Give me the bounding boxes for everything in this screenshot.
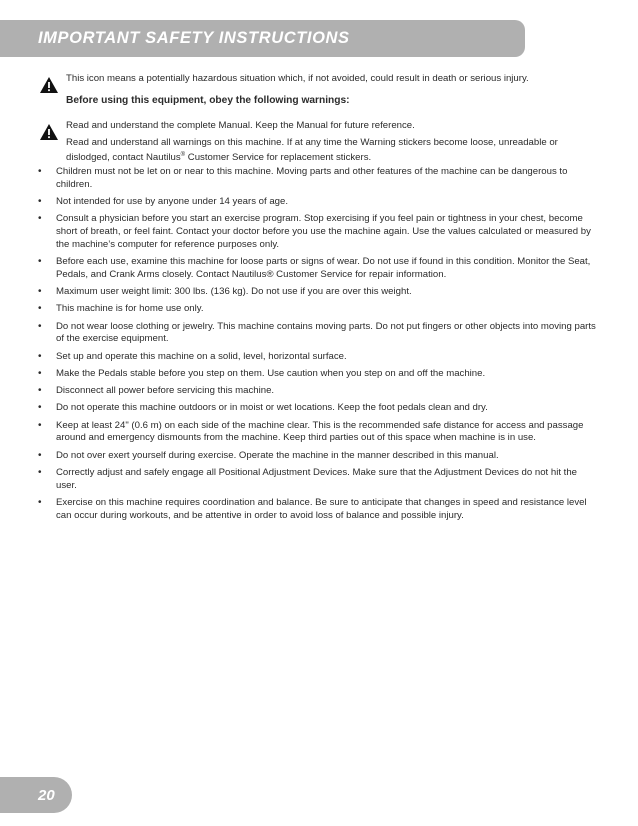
list-item	[38, 420, 600, 445]
list-item	[38, 497, 600, 522]
bullet-icon: •	[38, 449, 42, 461]
list-item-text: Before each use, examine this machine for loose parts or signs of wear. Do not use if found in this condition. Monitor the Seat, Pedals, and Crank Arms closely. Contact Nautilus® Customer Service for repair information.	[56, 256, 591, 280]
list-item-text: This machine is for home use only.	[56, 303, 204, 315]
list-item-text: Children must not be let on or near to this machine. Moving parts and other features of the machine can be dangerous to children.	[56, 166, 568, 190]
section-title: IMPORTANT SAFETY INSTRUCTIONS	[38, 29, 350, 47]
warning-triangle-icon	[40, 77, 58, 93]
bullet-icon: •	[38, 419, 42, 431]
stickers-warning-text	[66, 136, 600, 164]
list-item-text: Not intended for use by anyone under 14 years of age.	[56, 196, 289, 207]
bullet-icon: •	[38, 286, 42, 297]
page-number-tab	[0, 777, 72, 813]
bullet-icon: •	[38, 402, 42, 414]
bullet-icon: •	[38, 385, 42, 397]
warning-manual-block	[40, 119, 600, 164]
list-item-text: Do not operate this machine outdoors or in moist or wet locations. Keep the foot pedals clean and dry.	[56, 402, 488, 414]
list-item	[38, 467, 600, 492]
list-item-text: Do not wear loose clothing or jewelry. This machine contains moving parts. Do not put fingers or other objects into moving parts of the exercise equipment.	[56, 320, 596, 345]
registered-mark: ®	[180, 151, 186, 158]
stickers-text-end: Customer Service for replacement stickers.	[185, 151, 372, 163]
list-item	[38, 450, 600, 463]
list-item-text: Set up and operate this machine on a solid, level, horizontal surface.	[56, 350, 347, 362]
safety-bullet-list	[38, 166, 600, 527]
warning-triangle-icon	[40, 124, 58, 140]
stickers-text-start: Read and understand all warnings on this machine. If at any time the Warning stickers become loose, unreadable or dislodged, contact Nautilus	[66, 136, 558, 163]
bullet-icon: •	[38, 213, 42, 225]
list-item-text: Maximum user weight limit: 300 lbs. (136 kg). Do not use if you are over this weight.	[56, 286, 412, 297]
section-header-bar	[0, 20, 525, 57]
manual-warning-text: Read and understand the complete Manual. Keep the Manual for future reference.	[66, 120, 415, 131]
list-item-text: Exercise on this machine requires coordination and balance. Be sure to anticipate that changes in speed and resistance level can occur during workouts, and be attentive in order to avoid loss of balance and possible injury.	[56, 497, 587, 521]
list-item	[38, 196, 600, 209]
warnings-lead-heading: Before using this equipment, obey the following warnings:	[66, 94, 350, 106]
list-item	[38, 368, 600, 381]
list-item-text: Disconnect all power before servicing this machine.	[56, 385, 275, 397]
list-item-text: Do not over exert yourself during exercise. Operate the machine in the manner described in this manual.	[56, 449, 499, 461]
bullet-icon: •	[38, 467, 42, 479]
warning-icon-explanation	[40, 72, 600, 107]
bullet-icon: •	[38, 497, 42, 509]
bullet-icon: •	[38, 350, 42, 362]
list-item	[38, 402, 600, 415]
list-item	[38, 286, 600, 299]
list-item	[38, 321, 600, 346]
list-item	[38, 351, 600, 364]
bullet-icon: •	[38, 166, 42, 177]
list-item-text: Keep at least 24" (0.6 m) on each side of the machine clear. This is the recommended safe distance for access and passage around and emergency dismounts from the machine. Keep third parties out of this space when machine is in use.	[56, 419, 584, 444]
list-item-text: Make the Pedals stable before you step on them. Use caution when you step on and off the machine.	[56, 367, 486, 379]
list-item-text: Consult a physician before you start an exercise program. Stop exercising if you feel pain or tightness in your chest, become short of breath, or feel faint. Contact your doctor before you use the machine again. Use the values calculated or measured by the machine’s computer for reference purposes only.	[56, 213, 591, 250]
page-number: 20	[38, 786, 55, 804]
list-item	[38, 213, 600, 251]
list-item-text: Correctly adjust and safely engage all Positional Adjustment Devices. Make sure that the Adjustment Devices do not hit the user.	[56, 467, 578, 491]
list-item	[38, 256, 600, 281]
icon-explanation-text: This icon means a potentially hazardous situation which, if not avoided, could result in death or serious injury.	[66, 73, 529, 84]
list-item	[38, 303, 600, 316]
bullet-icon: •	[38, 367, 42, 379]
bullet-icon: •	[38, 196, 42, 207]
bullet-icon: •	[38, 256, 42, 267]
bullet-icon: •	[38, 320, 42, 332]
bullet-icon: •	[38, 303, 42, 315]
list-item	[38, 166, 600, 191]
list-item	[38, 385, 600, 398]
